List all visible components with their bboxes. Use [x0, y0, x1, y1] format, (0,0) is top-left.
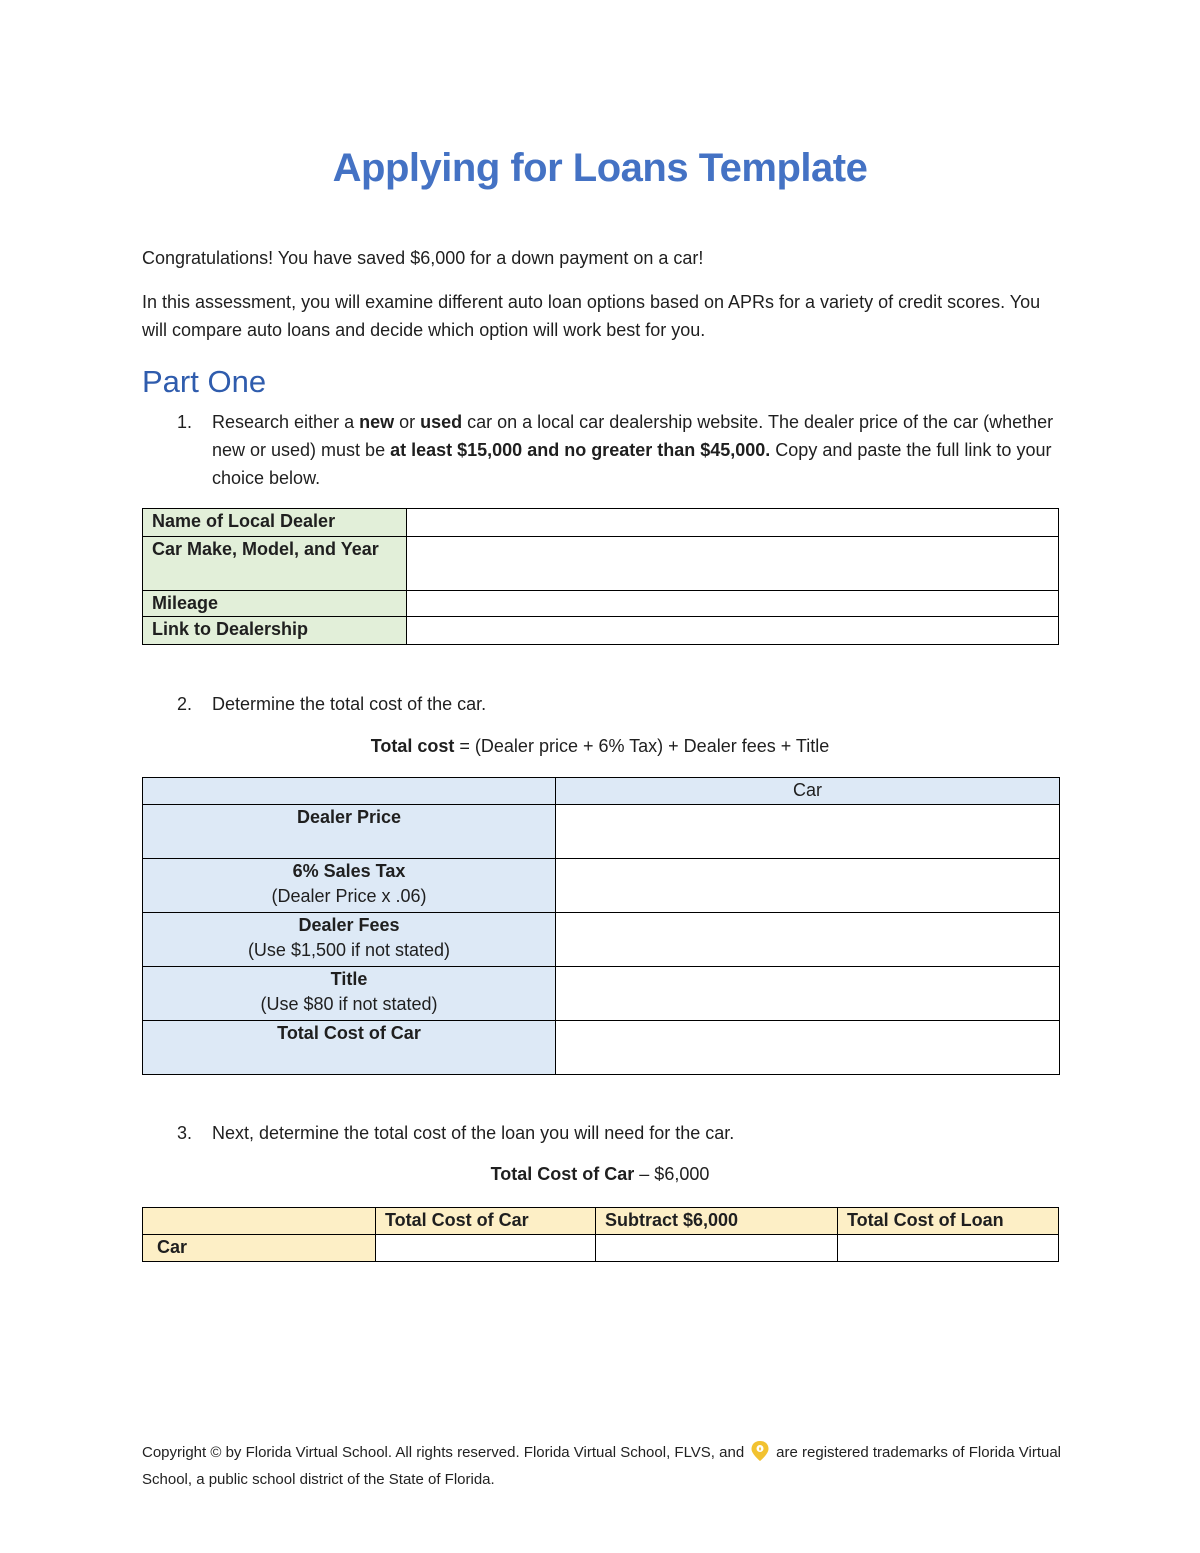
total-cost-formula: Total cost = (Dealer price + 6% Tax) + Dealer fees + Title — [370, 736, 830, 756]
sales-tax-cell[interactable] — [556, 859, 1060, 913]
step-1-text: Research either a new or used car on a local car dealership website. The dealer price of the car (whether new or used) must be at least $15,000 and no greater than $45,000. Copy and paste the full link to your choice below. — [212, 412, 1054, 488]
step-2-number: 2. — [177, 694, 193, 714]
total-cost-cell[interactable] — [556, 1021, 1060, 1075]
title-cell[interactable] — [556, 967, 1060, 1021]
car-info-table — [142, 508, 1059, 645]
mileage-cell[interactable] — [407, 591, 1059, 617]
step-3-number: 3. — [177, 1123, 193, 1143]
step-3-text: Next, determine the total cost of the loan you will need for the car. — [212, 1123, 735, 1143]
page-title: Applying for Loans Template — [332, 146, 868, 190]
link-cell[interactable] — [407, 617, 1059, 645]
section-heading-part-one: Part One — [142, 364, 267, 399]
header-empty-cell — [143, 1208, 376, 1235]
flvs-logo-icon — [750, 1440, 770, 1469]
row-label-car-make: Car Make, Model, and Year — [143, 537, 407, 591]
header-total-cost-of-loan: Total Cost of Loan — [838, 1208, 1059, 1235]
row-label-sales-tax: 6% Sales Tax (Dealer Price x .06) — [143, 859, 556, 913]
car-subtract-cell[interactable] — [596, 1235, 838, 1262]
dealer-fees-cell[interactable] — [556, 913, 1060, 967]
step-2-text: Determine the total cost of the car. — [212, 694, 487, 714]
loan-cost-table — [142, 1207, 1059, 1262]
row-label-mileage: Mileage — [143, 591, 407, 617]
header-subtract: Subtract $6,000 — [596, 1208, 838, 1235]
copyright-footer: Copyright © by Florida Virtual School. All rights reserved. Florida Virtual School, FLVS, and are registered trademarks of Florida Virtual School, a public school district of the State of Florida. — [142, 1440, 1062, 1491]
row-label-car: Car — [143, 1235, 376, 1262]
intro-paragraph-1: Congratulations! You have saved $6,000 for a down payment on a car! — [142, 248, 704, 268]
step-1-number: 1. — [177, 412, 193, 432]
car-total-cost-cell[interactable] — [376, 1235, 596, 1262]
row-label-dealer-fees: Dealer Fees (Use $1,500 if not stated) — [143, 913, 556, 967]
loan-cost-formula: Total Cost of Car – $6,000 — [490, 1164, 710, 1184]
header-empty-cell — [143, 778, 556, 805]
row-label-title: Title (Use $80 if not stated) — [143, 967, 556, 1021]
dealer-price-cell[interactable] — [556, 805, 1060, 859]
total-cost-table — [142, 777, 1060, 1075]
car-column-header: Car — [556, 778, 1060, 805]
row-label-dealer-price: Dealer Price — [143, 805, 556, 859]
row-label-total-cost: Total Cost of Car — [143, 1021, 556, 1075]
row-label-dealer: Name of Local Dealer — [143, 509, 407, 537]
row-label-link: Link to Dealership — [143, 617, 407, 645]
car-make-cell[interactable] — [407, 537, 1059, 591]
intro-paragraph-2: In this assessment, you will examine different auto loan options based on APRs for a variety of credit scores. You will compare auto loans and decide which option will work best for you. — [142, 292, 1041, 340]
dealer-name-cell[interactable] — [407, 509, 1059, 537]
header-total-cost-of-car: Total Cost of Car — [376, 1208, 596, 1235]
car-loan-cost-cell[interactable] — [838, 1235, 1059, 1262]
